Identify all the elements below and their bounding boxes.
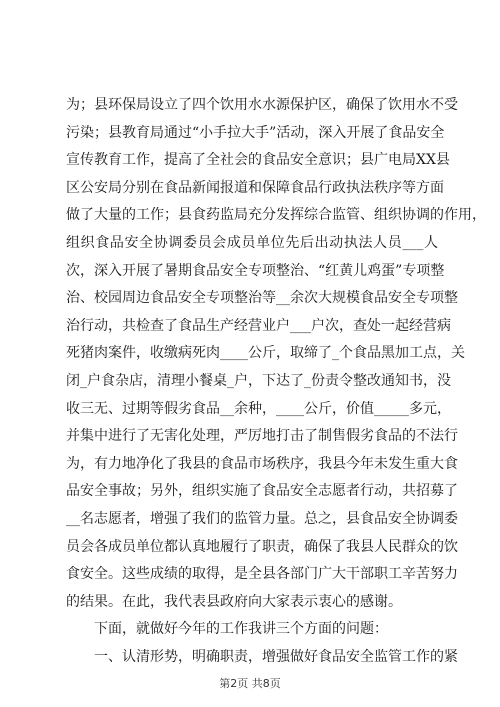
text-line: 品安全事故；另外，组织实施了食品安全志愿者行动，共招募了 [66,483,458,500]
text-line: 区公安局分别在食品新闻报道和保障食品行政执法秩序等方面 [66,179,444,196]
text-line: 为，有力地净化了我县的食品市场秩序，我县今年未发生重大食 [66,455,458,472]
page-number-footer: 第2页 共8页 [219,677,281,690]
text-line: 下面，就做好今年的工作我讲三个方面的问题： [94,621,388,638]
text-line: 做了大量的工作；县食药监局充分发挥综合监管、组织协调的作用， [66,207,486,224]
text-line: 收三无、过期等假劣食品__余种，____公斤，价值_____多元， [66,400,451,417]
section-heading-line: 一、认清形势，明确职责，增强做好食品安全监管工作的紧 [94,648,458,665]
text-line: 闭_户食杂店，清理小餐桌_户，下达了_份责令整改通知书，没 [66,372,451,389]
text-line: __名志愿者，增强了我们的监管力量。总之，县食品安全协调委 [66,510,458,527]
text-line: 治、校园周边食品安全专项整治等__余次大规模食品安全专项整 [66,290,458,307]
text-line: 并集中进行了无害化处理，严厉地打击了制售假劣食品的不法行 [66,428,458,445]
text-line: 污染；县教育局通过“小手拉大手”活动，深入开展了食品安全 [66,124,445,141]
text-line: 次，深入开展了暑期食品安全专项整治、“红黄儿鸡蛋”专项整 [66,262,445,279]
text-line: 的结果。在此，我代表县政府向大家表示衷心的感谢。 [66,593,402,610]
text-line: 宣传教育工作，提高了全社会的食品安全意识；县广电局XX县 [66,152,450,169]
text-line: 治行动，共检查了食品生产经营业户___户次，查处一起经营病 [66,317,451,334]
document-body [66,92,486,671]
text-line: 食安全。这些成绩的取得，是全县各部门广大干部职工辛苦努力 [66,566,458,583]
text-line: 员会各成员单位都认真地履行了职责，确保了我县人民群众的饮 [66,538,458,555]
text-line: 为；县环保局设立了四个饮用水水源保护区，确保了饮用水不受 [66,97,458,113]
text-line: 组织食品安全协调委员会成员单位先后出动执法人员___人 [66,234,438,251]
text-line: 死猪肉案件，收缴病死肉____公斤，取缔了_个食品黑加工点，关 [66,345,465,362]
